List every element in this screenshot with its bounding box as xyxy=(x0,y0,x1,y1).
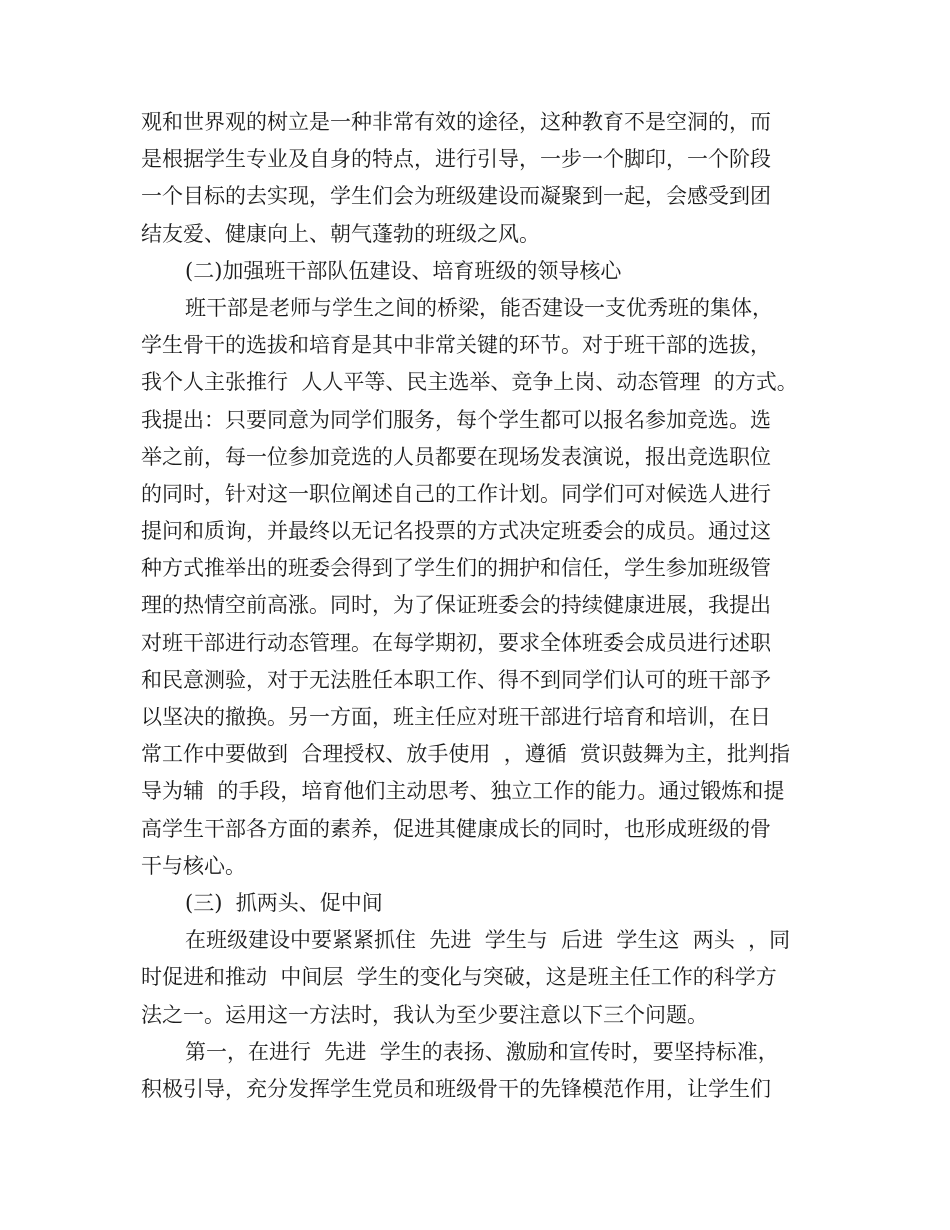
text-line: 干与核心。 xyxy=(141,853,246,878)
text-line: 法之一。运用这一方法时，我认为至少要注意以下三个问题。 xyxy=(141,1002,708,1027)
text-line: 学生骨干的选拔和培育是其中非常关键的环节。对于班干部的选拔， xyxy=(141,333,771,358)
text-line: 理的热情空前高涨。同时，为了保证班委会的持续健康进展，我提出 xyxy=(141,593,771,618)
document-body xyxy=(141,104,811,1108)
paragraph-first-line: 第一，在进行 先进 学生的表扬、激励和宣传时，要坚持标准， xyxy=(185,1039,779,1064)
text-line: 我个人主张推行 人人平等、民主选举、竞争上岗、动态管理 的方式。 xyxy=(141,370,798,395)
paragraph-first-line: (三) 抓两头、促中间 xyxy=(185,890,383,915)
text-line: 结友爱、健康向上、朝气蓬勃的班级之风。 xyxy=(141,221,540,246)
text-line: 举之前，每一位参加竞选的人员都要在现场发表演说，报出竞选职位 xyxy=(141,444,771,469)
text-line: 是根据学生专业及自身的特点，进行引导，一步一个脚印，一个阶段 xyxy=(141,147,771,172)
text-line: 对班干部进行动态管理。在每学期初，要求全体班委会成员进行述职 xyxy=(141,630,771,655)
text-line: 观和世界观的树立是一种非常有效的途径，这种教育不是空洞的，而 xyxy=(141,110,771,134)
text-line: 高学生干部各方面的素养，促进其健康成长的同时，也形成班级的骨 xyxy=(141,816,771,841)
text-line: 提问和质询，并最终以无记名投票的方式决定班委会的成员。通过这 xyxy=(141,519,771,544)
paragraph-first-line: (二)加强班干部队伍建设、培育班级的领导核心 xyxy=(185,258,622,283)
paragraph-first-line: 班干部是老师与学生之间的桥梁，能否建设一支优秀班的集体， xyxy=(185,295,773,320)
text-line: 积极引导，充分发挥学生党员和班级骨干的先锋模范作用，让学生们 xyxy=(141,1076,771,1101)
text-line: 我提出：只要同意为同学们服务，每个学生都可以报名参加竞选。选 xyxy=(141,407,771,432)
text-line: 的同时，针对这一职位阐述自己的工作计划。同学们可对候选人进行 xyxy=(141,481,771,506)
text-line: 种方式推举出的班委会得到了学生们的拥护和信任，学生参加班级管 xyxy=(141,556,771,581)
text-line: 一个目标的去实现，学生们会为班级建设而凝聚到一起，会感受到团 xyxy=(141,184,771,209)
text-line: 常工作中要做到 合理授权、放手使用 ，遵循 赏识鼓舞为主，批判指 xyxy=(141,742,791,767)
text-line: 导为辅 的手段，培育他们主动思考、独立工作的能力。通过锻炼和提 xyxy=(141,779,785,804)
text-line: 时促进和推动 中间层 学生的变化与突破，这是班主任工作的科学方 xyxy=(141,965,777,990)
text-line: 和民意测验，对于无法胜任本职工作、得不到同学们认可的班干部予 xyxy=(141,667,771,692)
paragraph-first-line: 在班级建设中要紧紧抓住 先进 学生与 后进 学生这 两头 ，同 xyxy=(185,928,791,953)
text-line: 以坚决的撤换。另一方面，班主任应对班干部进行培育和培训，在日 xyxy=(141,705,771,729)
